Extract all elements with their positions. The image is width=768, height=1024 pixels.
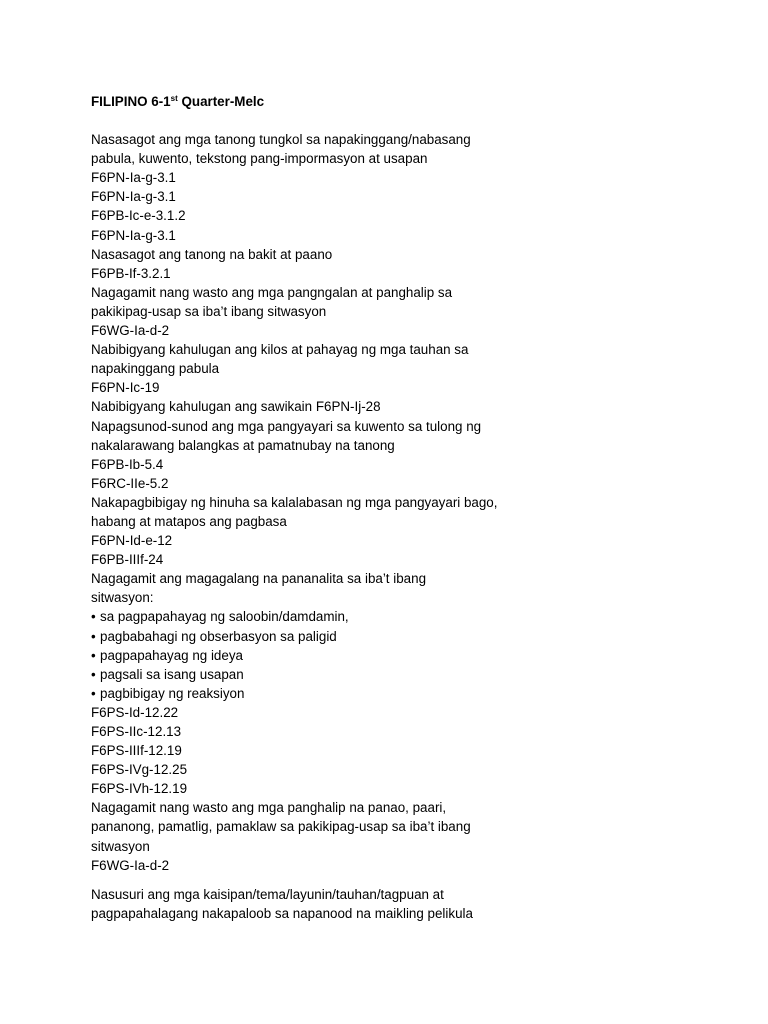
competency-code: F6PN-Ia-g-3.1: [91, 227, 176, 243]
bullet-text: sa pagpapahayag ng saloobin/damdamin,: [100, 609, 349, 625]
text-line: pabula, kuwento, tekstong pang-impormasyon at usapan: [91, 151, 428, 167]
text-line: Nasasagot ang tanong na bakit at paano: [91, 246, 333, 262]
text-line: Nagagamit ang magagalang na pananalita sa iba’t ibang: [91, 571, 427, 587]
title-superscript: st: [170, 94, 178, 103]
competency-code: F6PB-If-3.2.1: [91, 265, 171, 281]
bullet-icon: •: [91, 609, 96, 625]
text-line: nakalarawang balangkas at pamatnubay na tanong: [91, 437, 395, 453]
text-line: Napagsunod-sunod ang mga pangyayari sa kuwento sa tulong ng: [91, 418, 482, 434]
competency-code: F6PS-IVh-12.19: [91, 781, 188, 797]
text-line: Nagagamit nang wasto ang mga panghalip na panao, paari,: [91, 800, 447, 816]
text-line: Nasasagot ang mga tanong tungkol sa napakinggang/nabasang: [91, 132, 471, 148]
competency-code: F6PS-IIIf-12.19: [91, 743, 182, 759]
text-line: Nagagamit nang wasto ang mga pangngalan at panghalip sa: [91, 284, 453, 300]
bullet-item: [91, 665, 731, 684]
bullet-item: [91, 684, 731, 703]
text-line: sitwasyon: [91, 838, 150, 854]
bullet-icon: •: [91, 685, 96, 701]
text-line: napakinggang pabula: [91, 361, 220, 377]
bullet-icon: •: [91, 666, 96, 682]
bullet-text: pagsali sa isang usapan: [100, 666, 244, 682]
competency-code: F6PN-Ia-g-3.1: [91, 170, 176, 186]
competency-code: F6PB-Ib-5.4: [91, 456, 164, 472]
competency-code: F6PN-Id-e-12: [91, 533, 173, 549]
text-line: Nasusuri ang mga kaisipan/tema/layunin/tauhan/tagpuan at: [91, 886, 444, 902]
text-line: Nabibigyang kahulugan ang sawikain F6PN-Ij-28: [91, 399, 381, 415]
competency-code: F6WG-Ia-d-2: [91, 857, 170, 873]
competency-code: F6WG-Ia-d-2: [91, 323, 170, 339]
competency-code: F6PS-Id-12.22: [91, 704, 179, 720]
text-line: habang at matapos ang pagbasa: [91, 513, 287, 529]
text-line: pakikipag-usap sa iba’t ibang sitwasyon: [91, 303, 327, 319]
document-title: [91, 92, 731, 111]
text-line: pagpapahalagang nakapaloob sa napanood na maikling pelikula: [91, 905, 473, 921]
text-line: Nabibigyang kahulugan ang kilos at pahayag ng mga tauhan sa: [91, 342, 469, 358]
bullet-text: pagbabahagi ng obserbasyon sa paligid: [100, 628, 337, 644]
competency-code: F6PN-Ia-g-3.1: [91, 189, 176, 205]
competency-code: F6PS-IIc-12.13: [91, 724, 182, 739]
bullet-item: [91, 646, 731, 665]
title-prefix: FILIPINO 6-1: [91, 94, 171, 109]
text-line: sitwasyon:: [91, 590, 154, 606]
competency-code: F6PS-IVg-12.25: [91, 762, 188, 778]
competency-code: F6PB-Ic-e-3.1.2: [91, 208, 186, 224]
bullet-icon: •: [91, 647, 96, 663]
document-page: [91, 92, 731, 923]
bullet-item: [91, 627, 731, 646]
text-line: Nakapagbibigay ng hinuha sa kalalabasan ng mga pangyayari bago,: [91, 494, 498, 510]
competency-code: F6PB-IIIf-24: [91, 552, 164, 568]
bullet-item: [91, 607, 731, 626]
title-suffix: Quarter-Melc: [177, 94, 265, 109]
competency-code: F6PN-Ic-19: [91, 380, 160, 396]
text-line: pananong, pamatlig, pamaklaw sa pakikipag-usap sa iba’t ibang: [91, 819, 471, 835]
bullet-text: pagbibigay ng reaksiyon: [100, 685, 245, 701]
bullet-icon: •: [91, 628, 96, 644]
competency-code: F6RC-IIe-5.2: [91, 475, 169, 491]
bullet-text: pagpapahayag ng ideya: [100, 647, 243, 663]
